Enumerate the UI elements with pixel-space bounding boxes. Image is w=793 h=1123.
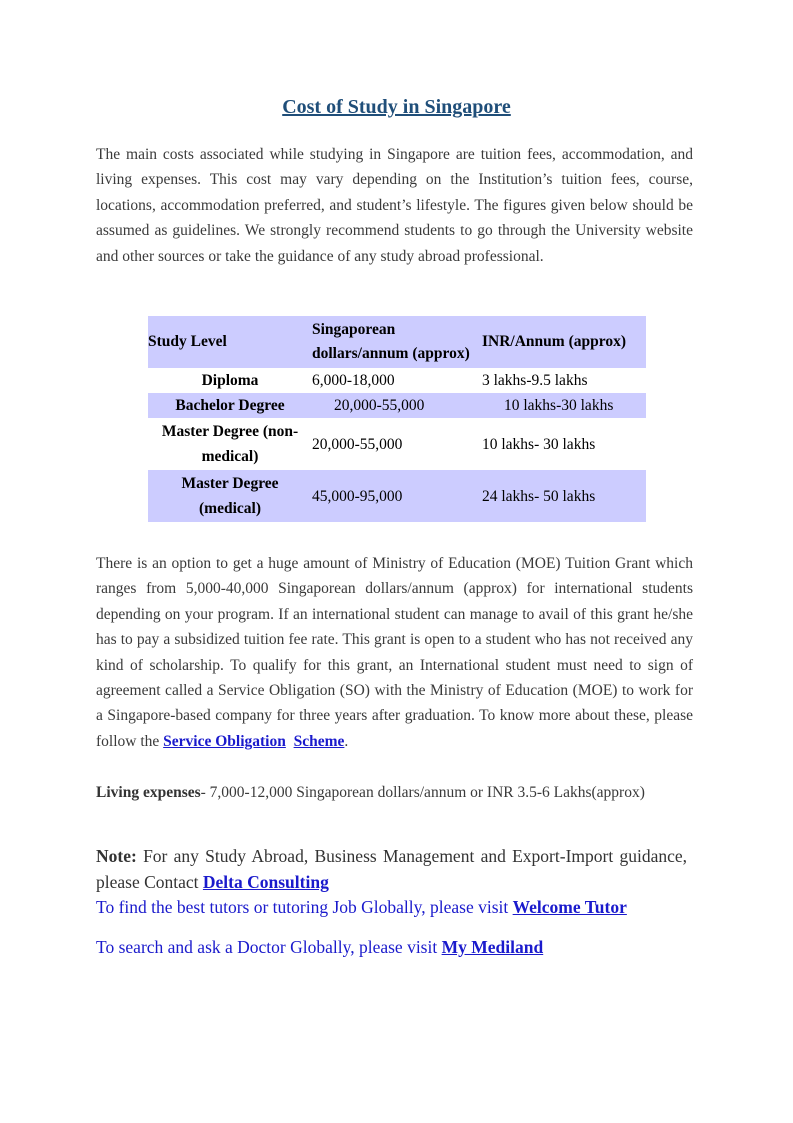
note-label: Note: bbox=[96, 846, 137, 866]
tutor-line bbox=[96, 897, 627, 918]
row-level-line2: medical) bbox=[201, 448, 259, 465]
row-level: Bachelor Degree bbox=[148, 393, 312, 418]
my-mediland-link[interactable]: My Mediland bbox=[441, 937, 544, 957]
row-inr: 3 lakhs-9.5 lakhs bbox=[482, 371, 588, 389]
row-sgd: 20,000-55,000 bbox=[312, 435, 403, 453]
table-row bbox=[148, 470, 646, 522]
grant-text: There is an option to get a huge amount of Ministry of Education (MOE) Tuition Grant which ranges from 5,000-40,000 Singaporean dollars/annum (approx) for international students depending on your program. If an international student can manage to avail of this grant he/she has to pay a subsidized tuition fee rate. This grant is open to a student who has not received any kind of scholarship. To qualify for this grant, an International student must need to sign of agreement called a Service Obligation (SO) with the Ministry of Education (MOE) to work for a Singapore-based company for three years after graduation. To know more about these, please follow the bbox=[96, 555, 693, 750]
doctor-text: To search and ask a Doctor Globally, please visit bbox=[96, 937, 438, 957]
scheme-link[interactable]: Scheme bbox=[293, 732, 345, 750]
row-inr: 10 lakhs-30 lakhs bbox=[482, 393, 646, 418]
tutor-text: To find the best tutors or tutoring Job Globally, please visit bbox=[96, 897, 509, 917]
doctor-line bbox=[96, 937, 543, 958]
row-level: Diploma bbox=[201, 371, 259, 389]
row-level-line1: Master Degree bbox=[181, 475, 279, 492]
row-level bbox=[148, 418, 312, 470]
header-sgd-line2: dollars/annum (approx) bbox=[312, 345, 470, 362]
note-text: For any Study Abroad, Business Management and Export-Import guidance, please Contact bbox=[96, 846, 687, 892]
row-inr: 10 lakhs- 30 lakhs bbox=[482, 435, 596, 453]
row-sgd: 6,000-18,000 bbox=[312, 371, 395, 389]
page-title: Cost of Study in Singapore bbox=[282, 96, 511, 118]
row-inr: 24 lakhs- 50 lakhs bbox=[482, 470, 646, 522]
intro-paragraph: The main costs associated while studying in Singapore are tuition fees, accommodation, and living expenses. This cost may vary depending on the Institution’s tuition fees, course, locations, accommodation preferred, and student’s lifestyle. The figures given below should be assumed as guidelines. We strongly recommend students to go through the University website and other sources or take the guidance of any study abroad professional. bbox=[96, 146, 693, 265]
header-study-level: Study Level bbox=[148, 316, 312, 368]
living-expenses-line bbox=[96, 784, 645, 802]
header-sgd-line1: Singaporean bbox=[312, 321, 396, 338]
table-row bbox=[148, 393, 646, 418]
header-inr: INR/Annum (approx) bbox=[482, 316, 646, 368]
living-expenses-text: - 7,000-12,000 Singaporean dollars/annum or INR 3.5-6 Lakhs(approx) bbox=[200, 784, 645, 801]
note-paragraph bbox=[96, 843, 687, 895]
row-level bbox=[148, 470, 312, 522]
row-sgd: 20,000-55,000 bbox=[312, 393, 482, 418]
row-level-line2: (medical) bbox=[199, 500, 261, 517]
service-obligation-link[interactable]: Service Obligation bbox=[163, 732, 286, 750]
welcome-tutor-link[interactable]: Welcome Tutor bbox=[512, 897, 627, 917]
delta-consulting-link[interactable]: Delta Consulting bbox=[202, 872, 329, 892]
row-sgd: 45,000-95,000 bbox=[312, 470, 482, 522]
cost-table bbox=[148, 316, 646, 522]
living-expenses-label: Living expenses bbox=[96, 784, 201, 801]
table-header-row bbox=[148, 316, 646, 368]
table-row bbox=[148, 418, 646, 470]
grant-paragraph bbox=[96, 551, 693, 754]
header-sgd bbox=[312, 316, 482, 368]
grant-end: . bbox=[344, 732, 349, 750]
row-level-line1: Master Degree (non- bbox=[161, 423, 299, 440]
table-row bbox=[148, 368, 646, 393]
